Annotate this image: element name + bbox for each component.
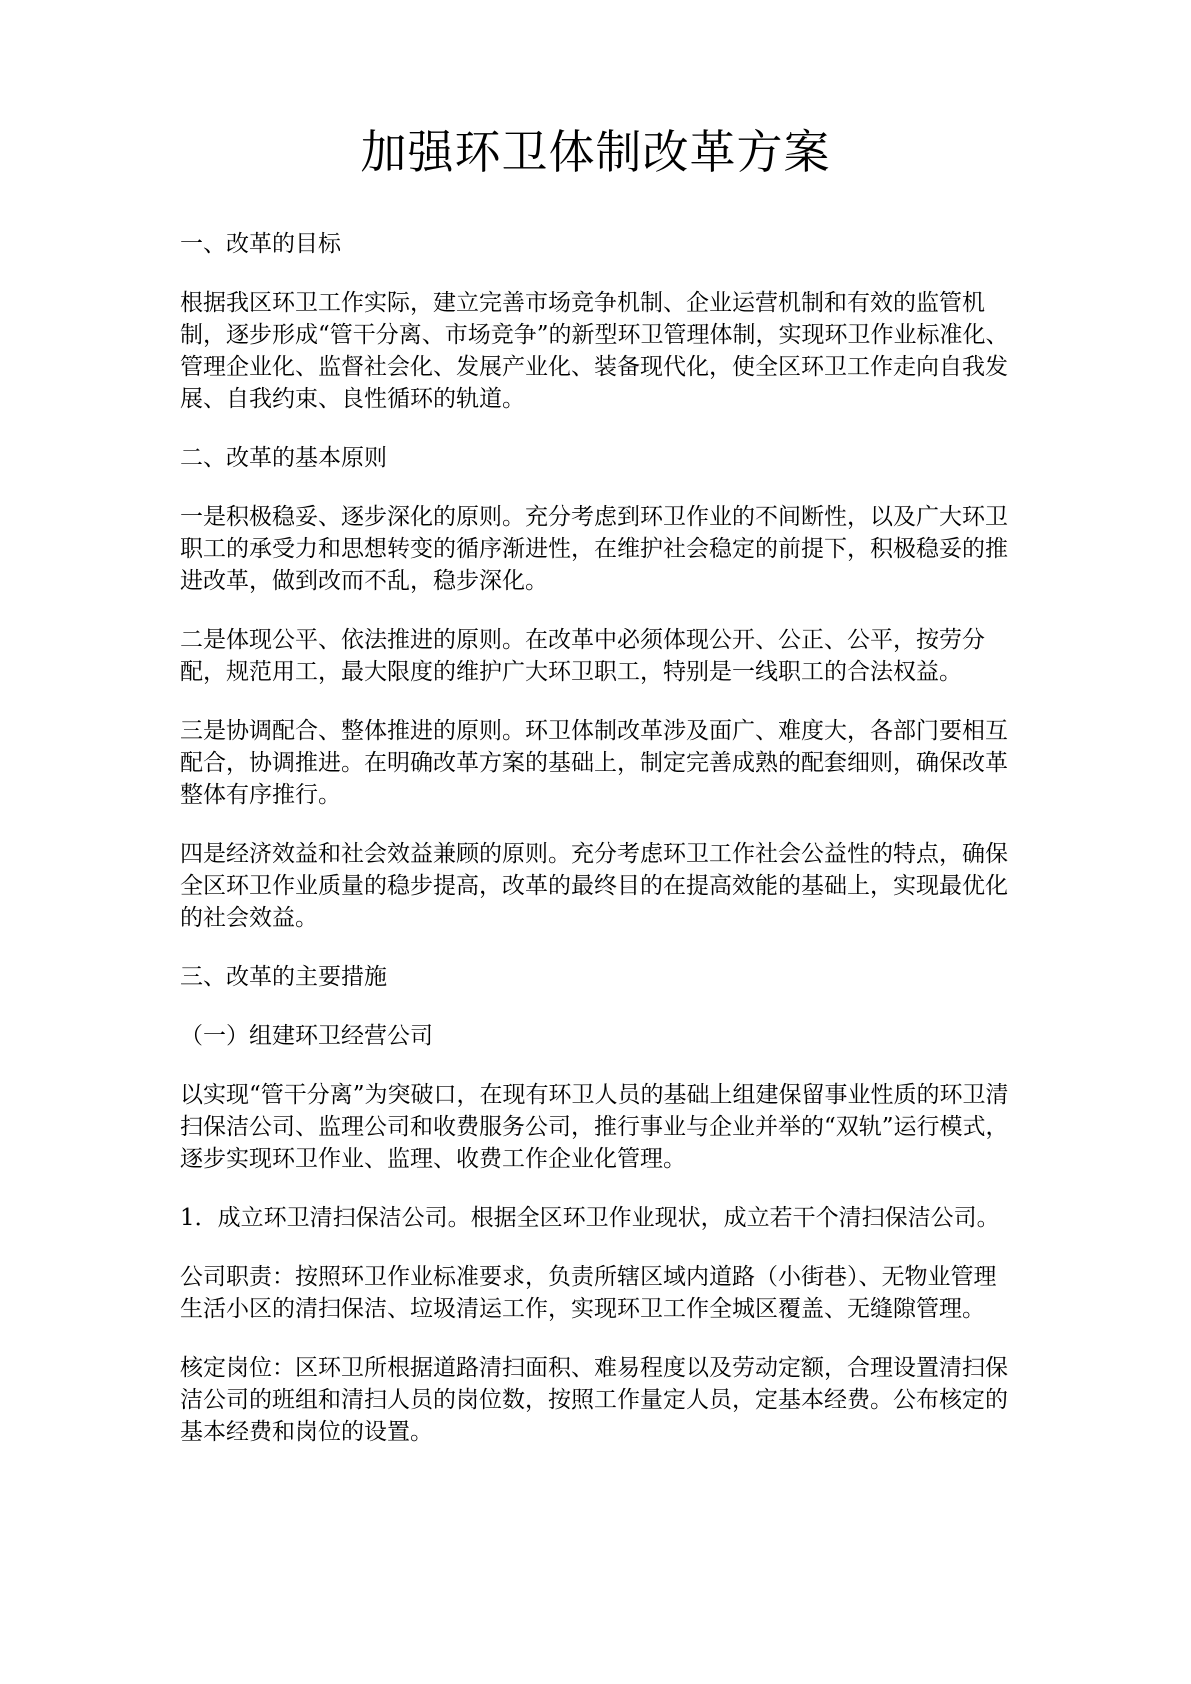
section-heading: 二、改革的基本原则 <box>180 445 387 471</box>
body-paragraph: 以实现“管干分离”为突破口，在现有环卫人员的基础上组建保留事业性质的环卫清扫保洁公司、监理公司和收费服务公司，推行事业与企业并举的“双轨”运行模式，逐步实现环卫作业、监理、收费工作企业化管理。 <box>180 1082 1009 1172</box>
body-paragraph: 一是积极稳妥、逐步深化的原则。充分考虑到环卫作业的不间断性，以及广大环卫职工的承受力和思想转变的循序渐进性，在维护社会稳定的前提下，积极稳妥的推进改革，做到改而不乱，稳步深化。 <box>180 504 1008 594</box>
subsection-heading: （一）组建环卫经营公司 <box>180 1023 433 1049</box>
section-heading: 三、改革的主要措施 <box>180 964 387 990</box>
body-paragraph: 二是体现公平、依法推进的原则。在改革中必须体现公开、公正、公平，按劳分配，规范用工，最大限度的维护广大环卫职工，特别是一线职工的合法权益。 <box>180 627 985 685</box>
section-heading: 一、改革的目标 <box>180 231 341 257</box>
numbered-paragraph: 1．成立环卫清扫保洁公司。根据全区环卫作业现状，成立若干个清扫保洁公司。 <box>180 1205 1000 1231</box>
body-paragraph: 核定岗位：区环卫所根据道路清扫面积、难易程度以及劳动定额，合理设置清扫保洁公司的班组和清扫人员的岗位数，按照工作量定人员，定基本经费。公布核定的基本经费和岗位的设置。 <box>180 1355 1008 1445</box>
body-paragraph: 公司职责：按照环卫作业标准要求，负责所辖区域内道路（小街巷）、无物业管理生活小区的清扫保洁、垃圾清运工作，实现环卫工作全城区覆盖、无缝隙管理。 <box>180 1264 997 1322</box>
document-title: 加强环卫体制改革方案 <box>360 125 831 179</box>
body-paragraph: 四是经济效益和社会效益兼顾的原则。充分考虑环卫工作社会公益性的特点，确保全区环卫作业质量的稳步提高，改革的最终目的在提高效能的基础上，实现最优化的社会效益。 <box>180 841 1008 931</box>
document-body <box>180 228 1016 1475</box>
body-paragraph: 根据我区环卫工作实际，建立完善市场竞争机制、企业运营机制和有效的监管机制，逐步形成“管干分离、市场竞争”的新型环卫管理体制，实现环卫作业标准化、管理企业化、监督社会化、发展产业化、装备现代化，使全区环卫工作走向自我发展、自我约束、良性循环的轨道。 <box>180 290 1009 412</box>
body-paragraph: 三是协调配合、整体推进的原则。环卫体制改革涉及面广、难度大，各部门要相互配合，协调推进。在明确改革方案的基础上，制定完善成熟的配套细则，确保改革整体有序推行。 <box>180 718 1008 808</box>
